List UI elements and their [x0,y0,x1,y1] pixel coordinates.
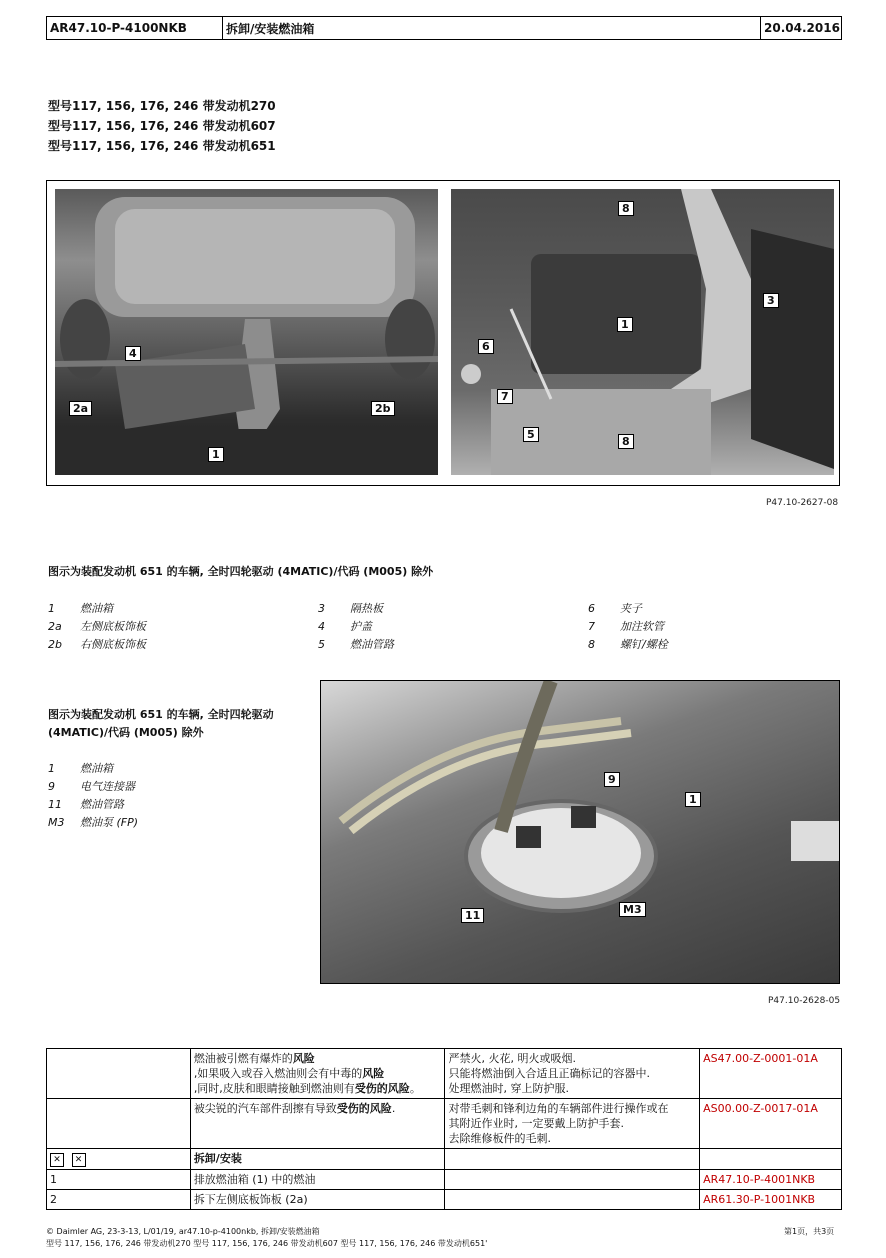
label-3: 3 [763,293,779,308]
doc-title: 拆卸/安装燃油箱 [223,17,761,39]
ref-link[interactable]: AS47.00-Z-0001-01A [700,1049,842,1099]
legend-item: 7 加注软管 [588,620,664,633]
legend-column-3 [588,600,838,654]
section-label: 拆卸/安装 [190,1149,445,1170]
model-line: 型号117, 156, 176, 246 带发动机270 [48,99,276,113]
underbody-illustration-left [55,189,438,475]
collapse-all-icon[interactable]: ✕ [72,1153,86,1167]
legend-item: 5 燃油管路 [318,638,394,651]
legend-item: 11 燃油管路 [48,798,124,811]
document-header [46,16,842,40]
legend-item: 6 夹子 [588,602,642,615]
table-row [47,1149,842,1170]
label-1: 1 [208,447,224,462]
label-7: 7 [497,389,513,404]
underbody-illustration-right [451,189,834,475]
step-number: 2 [47,1190,191,1210]
figure-2-frame [320,680,840,984]
label-1-fig2: 1 [685,792,701,807]
step-text: 排放燃油箱 (1) 中的燃油 [190,1170,445,1190]
label-6: 6 [478,339,494,354]
label-2b: 2b [371,401,395,416]
label-2a: 2a [69,401,92,416]
label-11: 11 [461,908,484,923]
legend-item: 8 螺钉/螺栓 [588,638,668,651]
legend-section-2 [48,760,298,832]
footer-line-1: © Daimler AG, 23-3-13, L/01/19, ar47.10-p-4100nkb, 拆卸/安装燃油箱 [46,1227,320,1236]
figure-2-caption: P47.10-2628-05 [768,996,841,1006]
hazard-text: 燃油被引燃有爆炸的风险 ,如果吸入或吞入燃油则会有中毒的风险 ,同时,皮肤和眼睛接触到燃油则有受伤的风险。 [190,1049,445,1099]
fuel-pump-illustration [321,681,839,983]
footer-line-2: 型号 117, 156, 176, 246 带发动机270 型号 117, 156, 176, 246 带发动机607 型号 117, 156, 176, 246 带发动机651' [46,1239,488,1248]
label-8-top: 8 [618,201,634,216]
expand-all-icon[interactable]: ✕ [50,1153,64,1167]
legend-item: 2b 右侧底板饰板 [48,638,146,651]
legend-column-1 [48,600,308,654]
legend-item: 1 燃油箱 [48,602,113,615]
label-1-right: 1 [617,317,633,332]
model-list [48,96,276,156]
section-2-title: 图示为装配发动机 651 的车辆, 全时四轮驱动 (4MATIC)/代码 (M005) 除外 [48,708,274,739]
legend-item: 1 燃油箱 [48,762,113,775]
underbody-photo-right [451,189,834,475]
label-M3: M3 [619,902,646,917]
legend-item: 9 电气连接器 [48,780,135,793]
table-row [47,1049,842,1099]
label-8-bottom: 8 [618,434,634,449]
label-4: 4 [125,346,141,361]
legend-item: M3 燃油泵 (FP) [48,816,139,829]
figure-1-frame [46,180,840,486]
hazard-text: 被尖锐的汽车部件刮擦有导致受伤的风险. [190,1099,445,1149]
legend-item: 4 护盖 [318,620,372,633]
expand-icons[interactable] [47,1149,191,1170]
label-9: 9 [604,772,620,787]
ref-link[interactable]: AR47.10-P-4001NKB [700,1170,842,1190]
fuel-tank-photo [321,681,839,983]
legend-column-2 [318,600,578,654]
figure-1-caption: P47.10-2627-08 [766,498,839,508]
step-text: 拆下左侧底板饰板 (2a) [190,1190,445,1210]
ref-link[interactable]: AS00.00-Z-0017-01A [700,1099,842,1149]
table-row [47,1190,842,1210]
legend-item: 3 隔热板 [318,602,383,615]
measure-text: 严禁火, 火花, 明火或吸烟. 只能将燃油倒入合适且正确标记的容器中. 处理燃油时, 穿上防护服. [445,1049,700,1099]
table-row [47,1170,842,1190]
table-row [47,1099,842,1149]
doc-id: AR47.10-P-4100NKB [47,17,223,39]
legend-item: 2a 左侧底板饰板 [48,620,146,633]
underbody-photo-left [55,189,438,475]
footer [46,1226,487,1250]
model-line: 型号117, 156, 176, 246 带发动机651 [48,139,276,153]
step-number: 1 [47,1170,191,1190]
doc-date: 20.04.2016 [764,21,840,35]
model-line: 型号117, 156, 176, 246 带发动机607 [48,119,276,133]
label-5: 5 [523,427,539,442]
measure-text: 对带毛刺和锋利边角的车辆部件进行操作或在 其附近作业时, 一定要戴上防护手套. 去除维修板件的毛刺. [445,1099,700,1149]
page-number: 第1页，共3页 [784,1227,835,1236]
section-1-title: 图示为装配发动机 651 的车辆, 全时四轮驱动 (4MATIC)/代码 (M005) 除外 [48,565,434,578]
procedure-table [46,1048,842,1210]
ref-link[interactable]: AR61.30-P-1001NKB [700,1190,842,1210]
